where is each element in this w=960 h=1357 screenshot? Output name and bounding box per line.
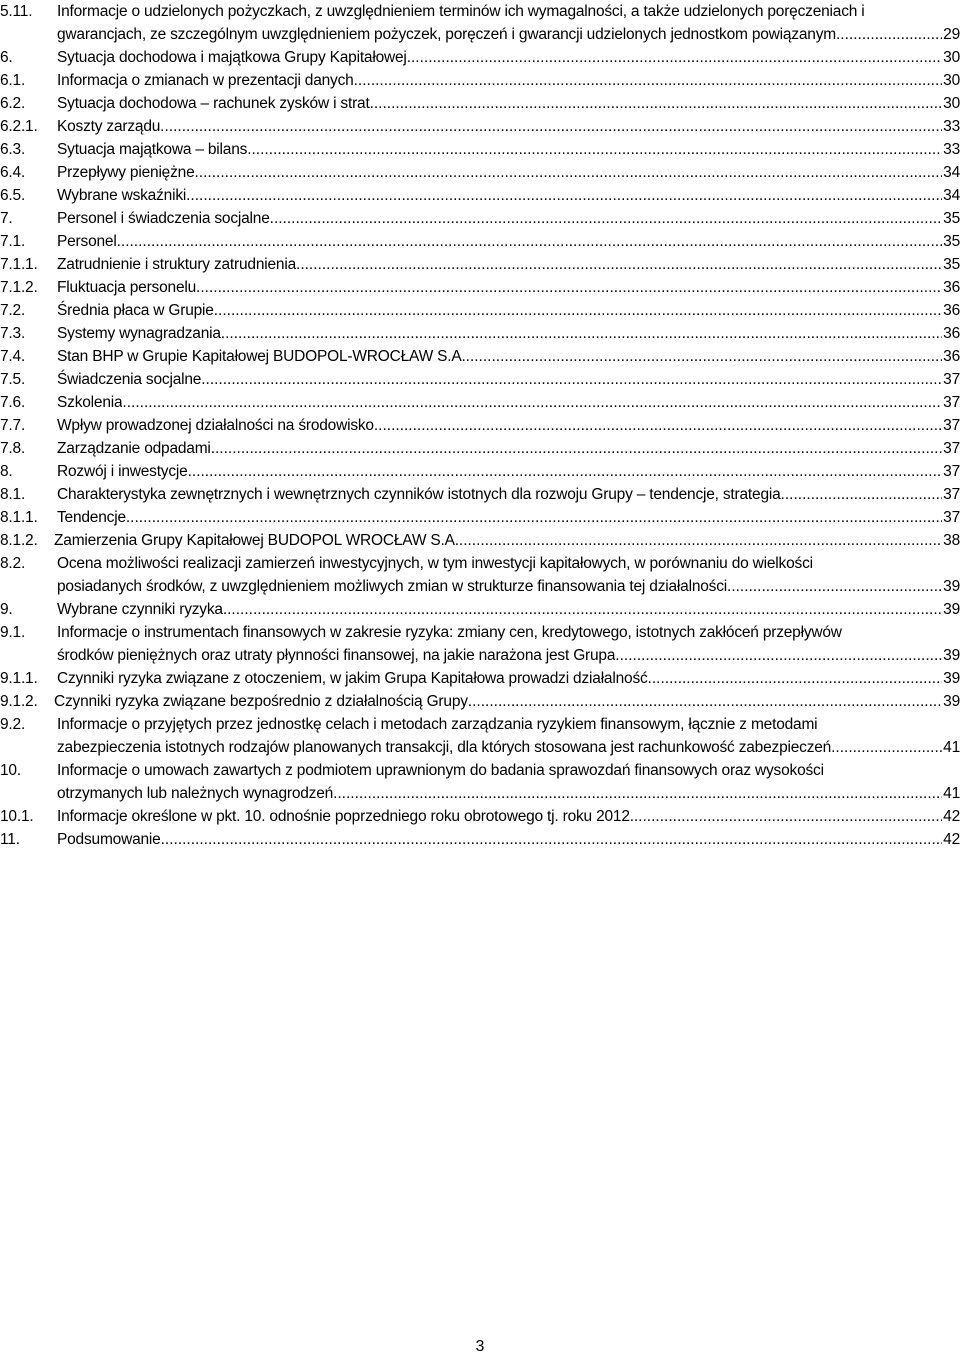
toc-entry-title: Personel i świadczenia socjalne: [57, 210, 270, 227]
toc-entry-title: Koszty zarządu: [57, 118, 161, 135]
toc-entry[interactable]: [0, 483, 960, 506]
toc-entry-title: Sytuacja majątkowa – bilans: [57, 141, 248, 158]
toc-entry-number: 11.: [0, 831, 20, 848]
toc-entry-number: 10.1.: [0, 808, 34, 825]
toc-entry[interactable]: [0, 368, 960, 391]
toc-entry-title: Systemy wynagradzania: [57, 325, 221, 342]
dot-leader: [354, 69, 943, 92]
toc-entry-title-line: Informacje o udzielonych pożyczkach, z uwzględnieniem terminów ich wymagalności, a także udzielonych poręczeniach i: [57, 3, 865, 20]
toc-entry-page: 41: [943, 739, 960, 756]
toc-entry[interactable]: [0, 322, 960, 345]
toc-entry[interactable]: [0, 345, 960, 368]
toc-entry-page: 36: [943, 348, 960, 365]
dot-leader: [296, 253, 942, 276]
toc-entry[interactable]: [0, 207, 960, 230]
toc-entry[interactable]: [0, 598, 960, 621]
toc-entry-page: 33: [943, 141, 960, 158]
dot-leader: [223, 598, 942, 621]
toc-entry[interactable]: [0, 161, 960, 184]
toc-entry[interactable]: [0, 276, 960, 299]
toc-entry-title-line: Informacje o instrumentach finansowych w zakresie ryzyka: zmiany cen, kredytowego, istotnych zakłóceń przepływów: [57, 624, 842, 641]
toc-entry-title: Tendencje: [57, 509, 126, 526]
toc-entry-title: Wybrane wskaźniki: [57, 187, 187, 204]
toc-entry-title: Wpływ prowadzonej działalności na środowisko: [57, 417, 374, 434]
toc-entry-title: Zamierzenia Grupy Kapitałowej BUDOPOL WROCŁAW S.A.: [54, 532, 459, 549]
toc-entry-number: 6.5.: [0, 187, 26, 204]
toc-entry-page: 37: [943, 394, 960, 411]
toc-entry-title: Sytuacja dochodowa – rachunek zysków i strat: [57, 95, 370, 112]
toc-entry-number: 6.4.: [0, 164, 26, 181]
toc-entry-title: Stan BHP w Grupie Kapitałowej BUDOPOL-WROCŁAW S.A.: [57, 348, 466, 365]
toc-entry-number: 8.: [0, 463, 13, 480]
toc-entry[interactable]: [0, 69, 960, 92]
toc-entry-title: Zarządzanie odpadami: [57, 440, 211, 457]
toc-entry-title: Podsumowanie: [57, 831, 161, 848]
dot-leader: [221, 322, 942, 345]
toc-entry-number: 7.1.1.: [0, 256, 38, 273]
dot-leader: [188, 460, 943, 483]
toc-entry-number: 7.5.: [0, 371, 26, 388]
dot-leader: [781, 483, 943, 506]
toc-entry-page: 34: [943, 187, 960, 204]
toc-entry-number: 7.4.: [0, 348, 26, 365]
toc-entry-page: 37: [943, 463, 960, 480]
toc-entry-title: Zatrudnienie i struktury zatrudnienia: [57, 256, 297, 273]
dot-leader: [201, 368, 942, 391]
toc-entry-number: 6.1.: [0, 72, 26, 89]
toc-entry-number: 9.1.2.: [0, 693, 38, 710]
dot-leader: [333, 782, 942, 805]
toc-entry-title: Przepływy pieniężne: [57, 164, 195, 181]
toc-entry-title: Sytuacja dochodowa i majątkowa Grupy Kapitałowej: [57, 49, 407, 66]
toc-entry-title: Szkolenia: [57, 394, 123, 411]
dot-leader: [370, 92, 943, 115]
toc-entry-number: 7.7.: [0, 417, 26, 434]
toc-entry[interactable]: [0, 184, 960, 207]
toc-entry-page: 30: [943, 95, 960, 112]
toc-entry-page: 37: [943, 440, 960, 457]
toc-entry[interactable]: [0, 667, 960, 690]
toc-entry[interactable]: [0, 759, 960, 805]
dot-leader: [648, 667, 943, 690]
dot-leader: [186, 184, 942, 207]
toc-entry[interactable]: [0, 92, 960, 115]
toc-entry-title: otrzymanych lub należnych wynagrodzeń: [57, 785, 334, 802]
toc-entry-title-line: Informacje o przyjętych przez jednostkę celach i metodach zarządzania ryzykiem finansowym, łącznie z metodami: [57, 716, 818, 733]
dot-leader: [117, 230, 943, 253]
toc-entry[interactable]: [0, 414, 960, 437]
toc-entry[interactable]: [0, 828, 960, 851]
toc-entry[interactable]: [0, 230, 960, 253]
toc-entry-title: Wybrane czynniki ryzyka: [57, 601, 223, 618]
toc-entry-title-line: Ocena możliwości realizacji zamierzeń inwestycyjnych, w tym inwestycji kapitałowych, w porównaniu do wielkości: [57, 555, 813, 572]
dot-leader: [195, 161, 943, 184]
toc-entry-page: 41: [943, 785, 960, 802]
toc-entry-number: 10.: [0, 762, 21, 779]
dot-leader: [727, 575, 942, 598]
toc-entry-page: 29: [943, 26, 960, 43]
toc-entry-page: 37: [943, 509, 960, 526]
toc-entry[interactable]: [0, 115, 960, 138]
dot-leader: [214, 299, 942, 322]
dot-leader: [407, 46, 942, 69]
toc-entry[interactable]: [0, 621, 960, 667]
toc-entry-number: 6.2.1.: [0, 118, 38, 135]
toc-entry-number: 8.1.2.: [0, 532, 38, 549]
dot-leader: [126, 506, 942, 529]
toc-entry-number: 6.2.: [0, 95, 26, 112]
dot-leader: [196, 276, 942, 299]
toc-entry-title: Charakterystyka zewnętrznych i wewnętrznych czynników istotnych dla rozwoju Grupy – tendencje, strategia: [57, 486, 781, 503]
toc-entry-page: 39: [943, 647, 960, 664]
toc-entry-number: 5.11.: [0, 3, 33, 20]
toc-entry-page: 35: [943, 256, 960, 273]
toc-entry-title: Fluktuacja personelu: [57, 279, 197, 296]
toc-entry-page: 34: [943, 164, 960, 181]
toc-entry-number: 9.: [0, 601, 13, 618]
toc-entry-number: 9.2.: [0, 716, 26, 733]
toc-entry-page: 35: [943, 210, 960, 227]
dot-leader: [831, 736, 942, 759]
toc-entry-page: 39: [943, 578, 960, 595]
toc-entry[interactable]: [0, 552, 960, 598]
toc-entry-number: 7.2.: [0, 302, 26, 319]
toc-entry[interactable]: [0, 299, 960, 322]
toc-entry-title: Czynniki ryzyka związane z otoczeniem, w jakim Grupa Kapitałowa prowadzi działalność: [57, 670, 648, 687]
toc-entry-page: 36: [943, 302, 960, 319]
toc-entry-page: 37: [943, 486, 960, 503]
toc-entry-title: gwarancjach, ze szczególnym uwzględnieniem pożyczek, poręczeń i gwarancji udzielonych jednostkom powiązanym: [57, 26, 836, 43]
toc-entry-number: 7.6.: [0, 394, 26, 411]
toc-entry[interactable]: [0, 529, 960, 552]
toc-entry-title: Średnia płaca w Grupie: [57, 302, 214, 319]
toc-entry-title: Rozwój i inwestycje: [57, 463, 188, 480]
dot-leader: [459, 529, 942, 552]
toc-entry-page: 36: [943, 325, 960, 342]
dot-leader: [468, 690, 942, 713]
toc-entry-page: 33: [943, 118, 960, 135]
toc-entry-title: Informacje określone w pkt. 10. odnośnie poprzedniego roku obrotowego tj. roku 2012.: [57, 808, 634, 825]
dot-leader: [634, 805, 942, 828]
toc-entry-title-line: Informacje o umowach zawartych z podmiotem uprawnionym do badania sprawozdań finansowych oraz wysokości: [57, 762, 824, 779]
toc-entry[interactable]: [0, 253, 960, 276]
toc-entry-page: 39: [943, 601, 960, 618]
toc-entry-page: 35: [943, 233, 960, 250]
toc-entry-number: 6.: [0, 49, 13, 66]
dot-leader: [122, 391, 942, 414]
toc-entry-number: 8.2.: [0, 555, 26, 572]
toc-entry-title: Informacja o zmianach w prezentacji danych: [57, 72, 354, 89]
toc-entry-title: środków pieniężnych oraz utraty płynności finansowej, na jakie narażona jest Grupa: [57, 647, 616, 664]
toc-entry-page: 36: [943, 279, 960, 296]
toc-entry[interactable]: [0, 437, 960, 460]
dot-leader: [466, 345, 943, 368]
toc-entry-number: 8.1.1.: [0, 509, 38, 526]
toc-entry-number: 7.8.: [0, 440, 26, 457]
toc-entry-title: zabezpieczenia istotnych rodzajów planowanych transakcji, dla których stosowana jest rachunkowość zabezpieczeń: [57, 739, 832, 756]
dot-leader: [247, 138, 942, 161]
toc-entry-number: 9.1.1.: [0, 670, 38, 687]
toc-entry-page: 42: [943, 831, 960, 848]
dot-leader: [211, 437, 942, 460]
toc-entry-page: 30: [943, 49, 960, 66]
toc-entry[interactable]: [0, 690, 960, 713]
toc-entry-page: 37: [943, 371, 960, 388]
toc-entry-page: 38: [943, 532, 960, 549]
toc-entry[interactable]: [0, 0, 960, 46]
toc-entry-number: 8.1.: [0, 486, 26, 503]
dot-leader: [615, 644, 942, 667]
toc-entry-page: 42: [943, 808, 960, 825]
toc-entry-page: 30: [943, 72, 960, 89]
toc-entry[interactable]: [0, 46, 960, 69]
toc-entry[interactable]: [0, 138, 960, 161]
page-number: 3: [475, 1338, 485, 1355]
toc-entry-number: 7.1.: [0, 233, 26, 250]
toc-entry-page: 39: [943, 670, 960, 687]
dot-leader: [374, 414, 942, 437]
toc-entry-number: 7.1.2.: [0, 279, 38, 296]
toc-entry-number: 6.3.: [0, 141, 26, 158]
toc-entry-number: 9.1.: [0, 624, 26, 641]
toc-entry-page: 39: [943, 693, 960, 710]
toc-entry[interactable]: [0, 506, 960, 529]
toc-entry-number: 7.: [0, 210, 13, 227]
toc-entry-title: posiadanych środków, z uwzględnieniem możliwych zmian w strukturze finansowania tej działalności: [57, 578, 728, 595]
toc-entry[interactable]: [0, 805, 960, 828]
toc-entry[interactable]: [0, 460, 960, 483]
toc-entry-page: 37: [943, 417, 960, 434]
toc-entry-title: Świadczenia socjalne: [57, 371, 202, 388]
toc-entry[interactable]: [0, 391, 960, 414]
dot-leader: [270, 207, 943, 230]
toc-entry-number: 7.3.: [0, 325, 26, 342]
toc-entry-title: Personel: [57, 233, 117, 250]
toc-entry-title: Czynniki ryzyka związane bezpośrednio z działalnością Grupy: [54, 693, 468, 710]
toc-entry[interactable]: [0, 713, 960, 759]
dot-leader: [161, 828, 943, 851]
dot-leader: [836, 23, 942, 46]
dot-leader: [160, 115, 942, 138]
